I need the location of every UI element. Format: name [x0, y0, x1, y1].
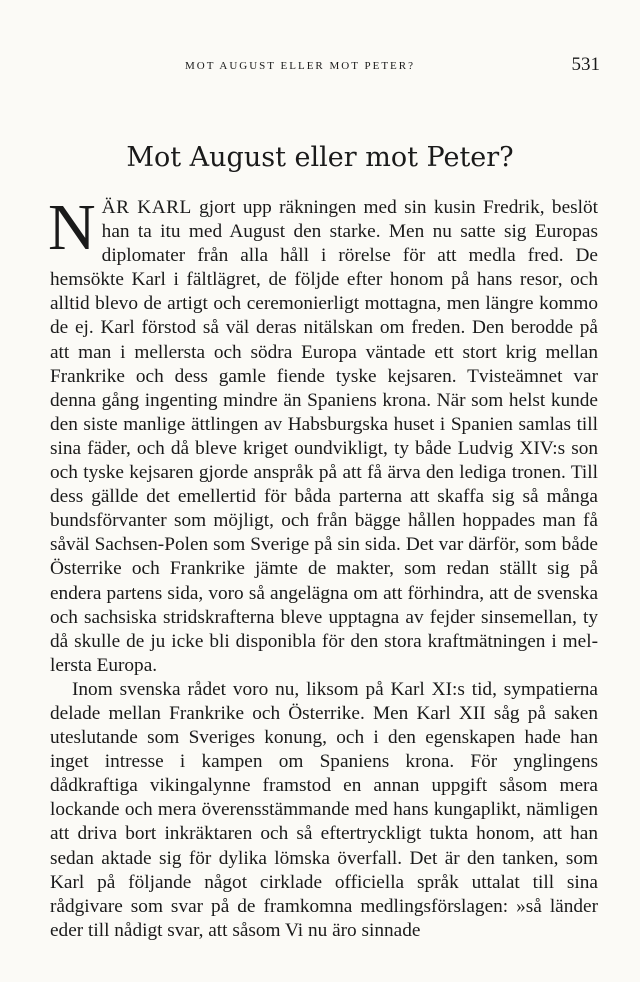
- paragraph-1-text: gjort upp räkningen med sin kusin Fredrik, beslöt han ta itu med August den starke. Men nu satte sig Europas diplomater från alla håll i rörelse för att medla fred. De hemsökte Karl i fältlägret, de följde efter honom på hans resor, och alltid blevo de artigt och ceremonierligt mottagna, men längre kommo de ej. Karl förstod så väl deras nitälskan om freden. Den berodde på att man i mellersta och södra Europa väntade ett stort krig mellan Frankrike och dess gamle fiende tyske kejsaren. Tvisteämnet var denna gång ingenting mindre än Spaniens krona. När som helst kunde den siste manlige ättlingen av Habsburgska huset i Spanien samlas till sina fäder, och då bleve kriget oundvikligt, ty både Ludvig XIV:s son och tyske kejsaren gjorde anspråk på att få ärva den lediga tronen. Till dess gällde det emellertid för båda parterna att skaffa sig så många bundsförvanter som möjligt, och från bägge hållen hoppades man få såväl Sachsen-Polen som Sverige på sin sida. Det var därför, som både Österrike och Frankrike jämte de makter, som redan ställt sig på endera partens sida, voro så angelägna om att förhindra, att de svenska och sachsiska stridskrafterna bleve upptagna av fejder sinsemellan, ty då skulle de ju icke bli disponibla för den stora kraftmätningen i mellersta Europa.: [50, 197, 598, 676]
- running-title: MOT AUGUST ELLER MOT PETER?: [184, 60, 415, 72]
- page-number: 531: [571, 54, 600, 75]
- paragraph-2-text: Inom svenska rådet voro nu, liksom på Karl XI:s tid, sympatierna delade mellan Frankrike och Österrike. Men Karl XII såg på saken uteslutande som Sveriges konung, och i den egenskapen hade han inget intresse i kampen om Spaniens krona. För ynglingens dådkraftiga vikingalynne framstod en annan uppgift såsom mera lockande och mera överensstämmande med hans kungaplikt, nämligen att driva bort inkräktaren och så eftertryckligt tukta honom, att han sedan aktade sig för dylika lömska överfall. Det är den tanken, som Karl på följande något cirklade officiella språk uttalat till sina rådgivare som svar på de framkomna medlingsförslagen: »så länder eder till nådigt svar, att såsom Vi nu äro sinnade: [50, 678, 598, 941]
- paragraph-2: [50, 678, 598, 943]
- lead-caps: ÄR KARL: [101, 197, 192, 218]
- paragraph-1: [48, 191, 598, 678]
- chapter-title: Mot August eller mot Peter?: [126, 142, 514, 173]
- body-text: [48, 191, 598, 943]
- drop-cap: N: [48, 191, 96, 264]
- running-head: [0, 54, 640, 84]
